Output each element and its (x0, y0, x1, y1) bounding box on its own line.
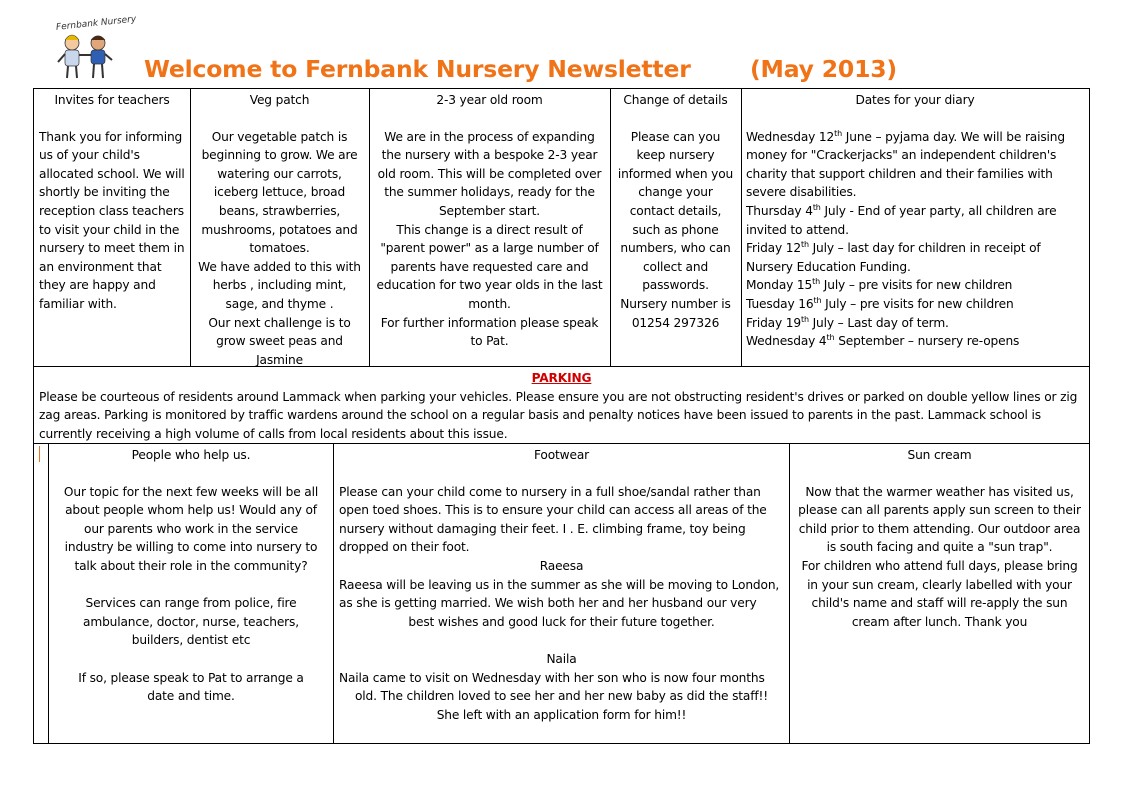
sun-heading: Sun cream (907, 448, 972, 462)
raeesa-body: Raeesa will be leaving us in the summer as she will be moving to London, as she is getting married. We wish both her and her husband our very (339, 577, 780, 611)
footwear-paragraph: Please can your child come to nursery in a full shoe/sandal rather than open toed shoes. This is to ensure your child can access all areas of the nursery without damaging their feet. I . E. climbing frame, toy being dropped on their foot. (339, 484, 767, 555)
naila-heading: Naila (546, 651, 577, 666)
sun-cream-section (790, 444, 1089, 743)
diary-entry: Tuesday 16th July – pre visits for new children (746, 295, 1014, 311)
veg-patch-section (190, 89, 369, 366)
teachers-heading: Invites for teachers (54, 93, 170, 107)
details-paragraph-2: Nursery number is 01254 297326 (620, 296, 731, 330)
sun-paragraph-2: For children who attend full days, please bring in your sun cream, clearly labelled with your child's name and staff will re-apply the sun cream after lunch. Thank you (801, 558, 1078, 629)
newsletter-table (33, 88, 1090, 744)
room-paragraph-2: This change is a direct result of "parent power" as a large number of parents have requested care and education for two year olds in the last month. (376, 222, 603, 311)
newsletter-title: Welcome to Fernbank Nursery Newsletter (144, 55, 691, 83)
nursery-logo (54, 16, 138, 84)
room-paragraph-1: We are in the process of expanding the nursery with a bespoke 2-3 year old room. This will be completed over the summer holidays, ready for the September start. (377, 129, 602, 218)
veg-paragraph-1: Our vegetable patch is beginning to grow. We are watering our carrots, iceberg lettuce, broad beans, strawberries, mushrooms, potatoes and tomatoes. (201, 129, 358, 256)
logo-text: Fernbank Nursery (55, 16, 137, 33)
veg-heading: Veg patch (249, 93, 310, 107)
footwear-section (334, 444, 789, 743)
details-heading: Change of details (623, 93, 728, 107)
diary-entry: Thursday 4th July - End of year party, all children are invited to attend. (746, 202, 1057, 237)
parking-body: Please be courteous of residents around Lammack when parking your vehicles. Please ensure you are not obstructing resident's drives or parked on double yellow lines or zig zag areas. Parking is monitored by traffic wardens around the school on a regular basis and penalty notices have been issued to parents in the past. Lammack school is currently receiving a high volume of calls from local residents about this issue. (39, 389, 1078, 441)
naila-body-3: She left with an application form for him!! (436, 707, 687, 722)
naila-body-2: old. The children loved to see her and her new baby as did the staff!! (355, 689, 768, 704)
people-section (49, 444, 333, 743)
orange-marker (39, 446, 40, 462)
details-paragraph-1: Please can you keep nursery informed when you change your contact details, such as phone numbers, who can collect and passwords. (617, 129, 734, 293)
sun-paragraph-1: Now that the warmer weather has visited us, please can all parents apply sun screen to their child prior to them attending. Our outdoor area is south facing and quite a "sun trap". (798, 484, 1081, 555)
room-section (369, 89, 610, 366)
newsletter-date: (May 2013) (750, 55, 897, 83)
room-paragraph-3: For further information please speak to Pat. (380, 315, 599, 349)
teachers-body: Thank you for informing us of your child's allocated school. We will shortly be inviting the reception class teachers to visit your child in the nursery to meet them in an environment that they are happy and familiar with. (39, 129, 185, 311)
people-heading: People who help us. (131, 448, 251, 462)
diary-entry: Wednesday 4th September – nursery re-opens (746, 333, 1020, 349)
teachers-section (34, 89, 190, 366)
details-section (610, 89, 741, 366)
parking-heading: PARKING (531, 371, 592, 385)
people-paragraph-3: If so, please speak to Pat to arrange a date and time. (78, 670, 304, 704)
veg-paragraph-3: Our next challenge is to grow sweet peas and Jasmine (208, 315, 351, 366)
parking-section (34, 367, 1089, 443)
diary-section (741, 89, 1089, 366)
people-paragraph-1: Our topic for the next few weeks will be all about people whom help us! Would any of our parents who work in the service industry be willing to come into nursery to talk about their role in the community? (63, 484, 319, 573)
footwear-heading: Footwear (533, 448, 589, 462)
children-logo-icon (54, 16, 138, 84)
diary-heading: Dates for your diary (855, 93, 975, 107)
raeesa-body-end: best wishes and good luck for their future together. (408, 614, 715, 629)
diary-entry: Friday 12th July – last day for children in receipt of Nursery Education Funding. (746, 240, 1041, 274)
diary-entry: Wednesday 12th June – pyjama day. We will be raising money for "Crackerjacks" an independent children's charity that support children and their families with severe disabilities. (746, 128, 1065, 200)
diary-entry: Monday 15th July – pre visits for new children (746, 277, 1013, 293)
veg-paragraph-2: We have added to this with herbs , including mint, sage, and thyme . (198, 259, 361, 311)
diary-entry: Friday 19th July – Last day of term. (746, 314, 949, 330)
people-paragraph-2: Services can range from police, fire ambulance, doctor, nurse, teachers, builders, dentist etc (83, 596, 299, 648)
raeesa-heading: Raeesa (539, 558, 584, 573)
naila-body: Naila came to visit on Wednesday with her son who is now four months (339, 670, 765, 685)
room-heading: 2-3 year old room (436, 93, 543, 107)
